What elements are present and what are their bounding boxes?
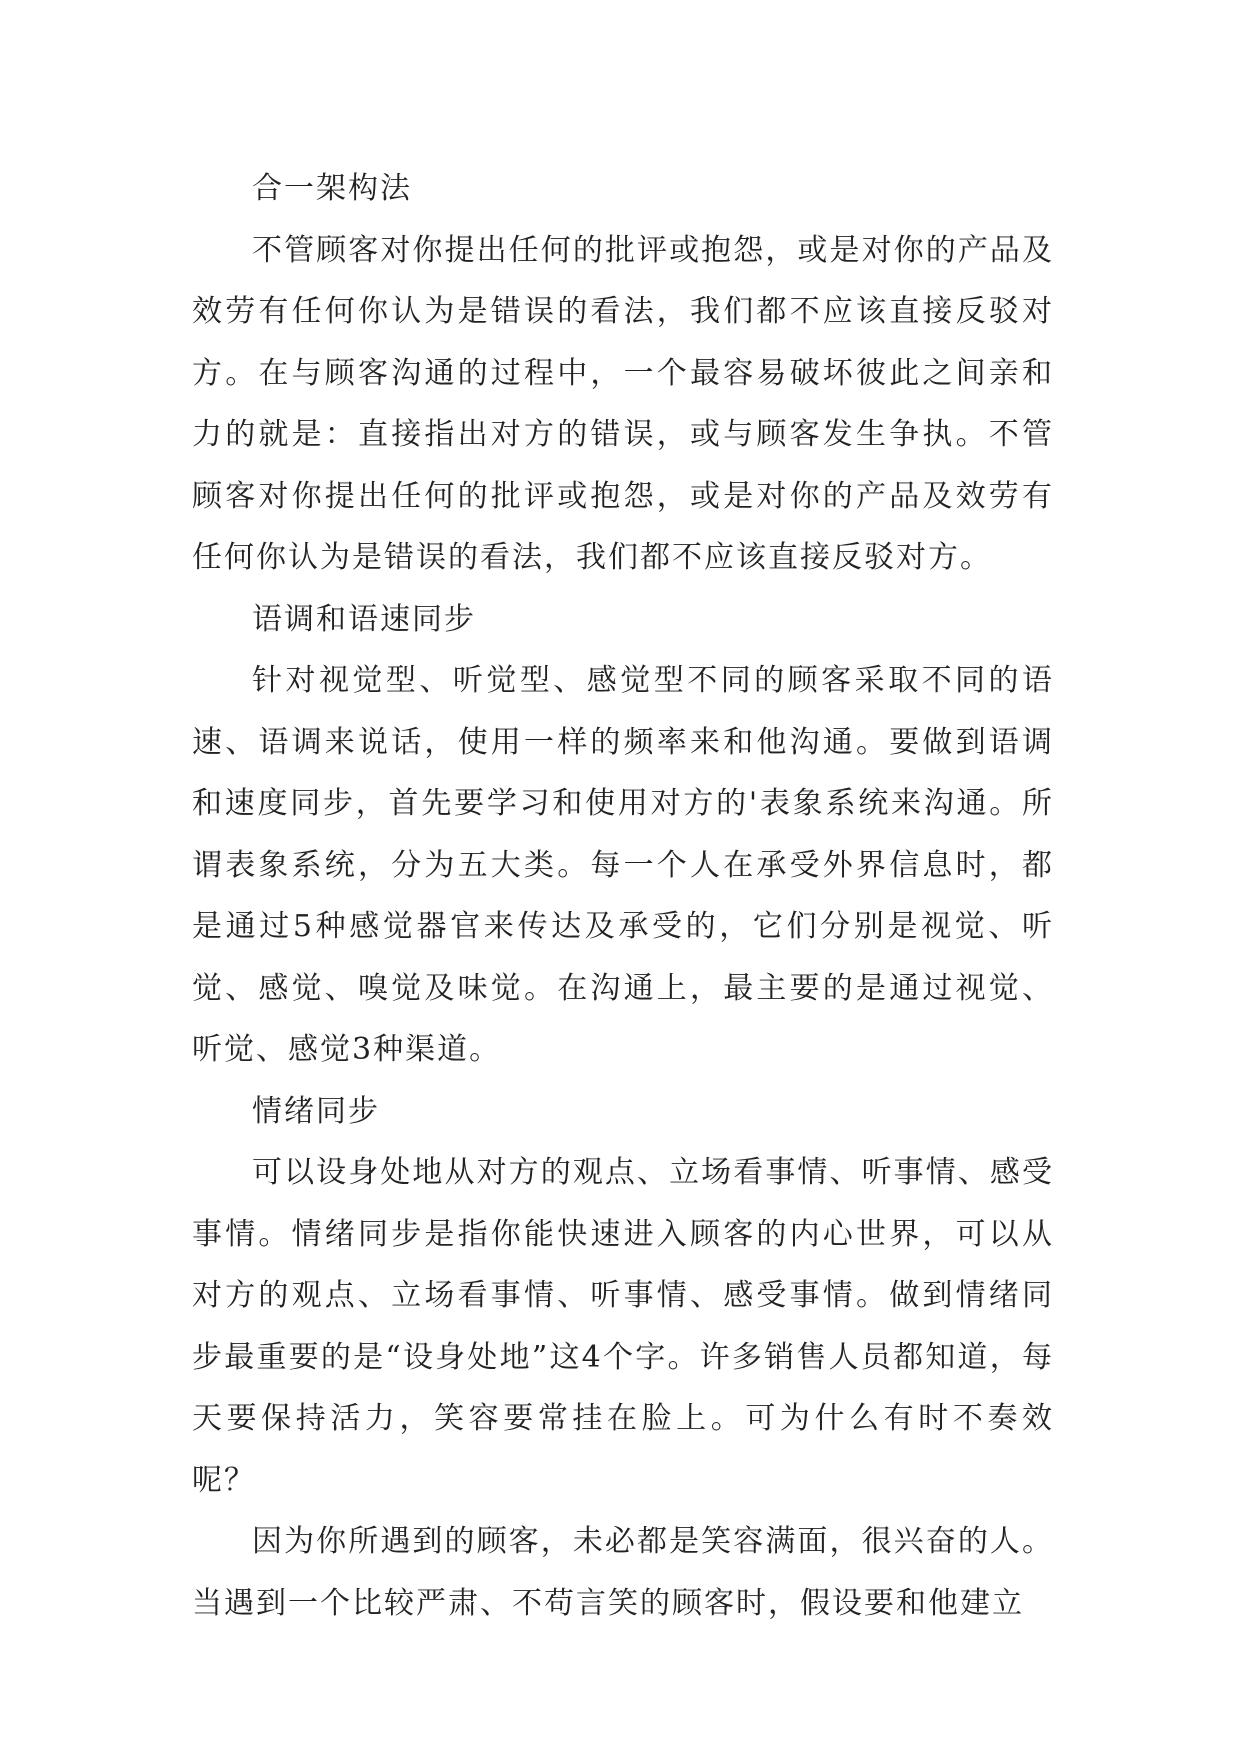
heading-emotion-sync: 情绪同步 (252, 1093, 380, 1129)
document-body (192, 158, 1054, 1634)
paragraph-continued: 因为你所遇到的顾客，未必都是笑容满面，很兴奋的人。当遇到一个比较严肃、不苟言笑的顾客时，假设要和他建立 (192, 1524, 1054, 1621)
paragraph-tone-speed-sync: 针对视觉型、听觉型、感觉型不同的顾客采取不同的语速、语调来说话，使用一样的频率来和他沟通。要做到语调和速度同步，首先要学习和使用对方的'表象系统来沟通。所谓表象系统，分为五大类。每一个人在承受外界信息时，都是通过5种感觉器官来传达及承受的，它们分别是视觉、听觉、感觉、嗅觉及味觉。在沟通上，最主要的是通过视觉、听觉、感觉3种渠道。 (192, 663, 1054, 1067)
heading-unified-framework: 合一架构法 (252, 171, 412, 206)
paragraph-unified-framework: 不管顾客对你提出任何的批评或抱怨，或是对你的产品及效劳有任何你认为是错误的看法，我们都不应该直接反驳对方。在与顾客沟通的过程中，一个最容易破坏彼此之间亲和力的就是：直接指出对方的错误，或与顾客发生争执。不管顾客对你提出任何的批评或抱怨，或是对你的产品及效劳有任何你认为是错误的看法，我们都不应该直接反驳对方。 (192, 232, 1054, 575)
heading-tone-speed-sync: 语调和语速同步 (252, 601, 476, 637)
paragraph-emotion-sync: 可以设身处地从对方的观点、立场看事情、听事情、感受事情。情绪同步是指你能快速进入顾客的内心世界，可以从对方的观点、立场看事情、听事情、感受事情。做到情绪同步最重要的是“设身处地”这4个字。许多销售人员都知道，每天要保持活力，笑容要常挂在脸上。可为什么有时不奏效呢？ (192, 1155, 1054, 1498)
